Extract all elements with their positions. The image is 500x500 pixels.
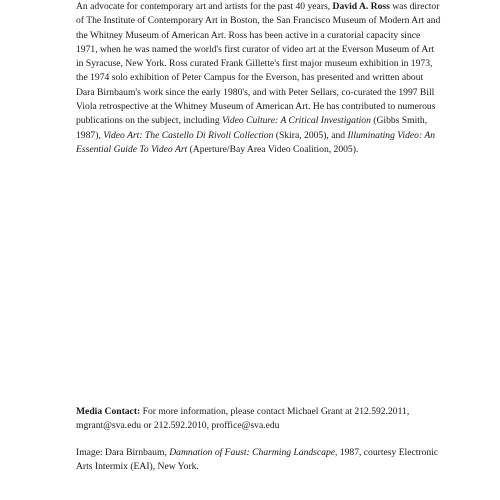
bold-text: David A. Ross [332, 1, 390, 12]
text-run: 1987), [76, 129, 104, 141]
text-run: An advocate for contemporary art and artists for the past 40 years, [76, 1, 333, 12]
italic-title: Damnation of Faust: Charming Landscape [169, 447, 336, 458]
italic-title: Illuminating Video: An [347, 129, 436, 141]
text-line [76, 71, 428, 85]
text-run: (Aperture/Bay Area Video Coalition, 2005). [187, 143, 359, 155]
text-run: was director [389, 1, 440, 12]
italic-title: Video Culture: A Critical Investigation [222, 115, 371, 127]
text-run: the 1974 solo exhibition of Peter Campus for the Everson, has presented and written about [76, 72, 424, 84]
text-run: in Syracuse, New York. Ross curated Frank Gillette's first major museum exhibition in 1973, [76, 58, 433, 70]
text-run: mgrant@sva.edu or 212.592.2010, proffice@sva.edu [76, 420, 280, 432]
media-contact-paragraph [76, 405, 428, 434]
text-run: 1971, when he was named the world's first curator of video art at the Everson Museum of Art [76, 43, 435, 55]
image-credit-paragraph [76, 446, 439, 475]
text-line [76, 143, 428, 157]
text-line [76, 460, 428, 474]
text-line [76, 129, 436, 143]
italic-title: Video Art: The Castello Di Rivoli Collection [103, 129, 274, 141]
text-run: Dara Birnbaum's work since the early 1980's, and with Peter Sellars, co-curated the 1997 Bill [76, 86, 435, 98]
text-run: the Whitney Museum of American Art. Ross has been active in a curatorial capacity since [76, 29, 421, 41]
text-line [76, 419, 428, 433]
text-run: Viola retrospective at the Whitney Museum of American Art. He has contributed to numerous [76, 101, 436, 113]
text-run: For more information, please contact Michael Grant at 212.592.2011, [140, 406, 410, 417]
bold-text: Media Contact: [76, 406, 141, 417]
text-line [76, 29, 428, 43]
text-line [76, 100, 436, 114]
text-run: (Skira, 2005), and [273, 129, 348, 141]
text-line [76, 0, 440, 14]
text-run: Arts Intermix (EAI), New York. [76, 461, 199, 473]
text-line [76, 14, 441, 28]
text-line [76, 405, 428, 419]
text-line [76, 114, 428, 128]
text-line [76, 57, 433, 71]
bio-paragraph [76, 0, 441, 157]
text-run: (Gibbs Smith, [370, 115, 428, 127]
text-run: publications on the subject, including [76, 115, 223, 127]
text-run: , 1987, courtesy Electronic [335, 447, 439, 458]
text-line [76, 86, 435, 100]
text-run: of The Institute of Contemporary Art in Boston, the San Francisco Museum of Modern Art and [76, 15, 441, 27]
text-line [76, 446, 439, 460]
text-line [76, 43, 435, 57]
italic-title: Essential Guide To Video Art [76, 143, 188, 155]
text-run: Image: Dara Birnbaum, [76, 447, 170, 458]
